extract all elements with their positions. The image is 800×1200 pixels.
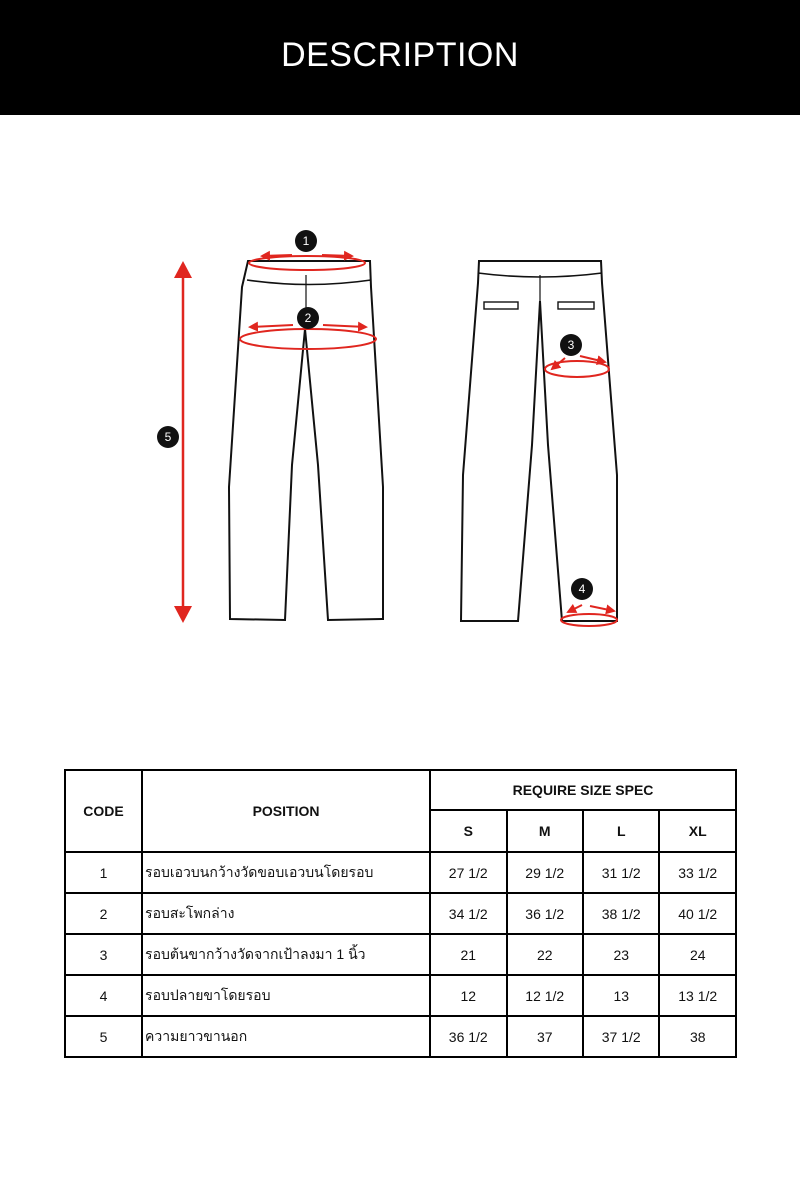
row-code: 5	[65, 1016, 142, 1057]
row-position: ความยาวขานอก	[142, 1016, 430, 1057]
row-value-m: 12 1/2	[507, 975, 583, 1016]
table-row	[65, 934, 736, 975]
marker-badge-4	[571, 578, 593, 600]
row-position: รอบปลายขาโดยรอบ	[142, 975, 430, 1016]
back-pants	[461, 261, 617, 621]
svg-text:1: 1	[302, 234, 310, 248]
table-row	[65, 893, 736, 934]
size-spec-table	[64, 769, 737, 1058]
row-position: รอบสะโพกล่าง	[142, 893, 430, 934]
marker-badge-1	[295, 230, 317, 252]
row-value-s: 27 1/2	[430, 852, 506, 893]
size-header-m: M	[507, 810, 583, 852]
column-header-code: CODE	[65, 770, 142, 852]
marker-badge-5	[157, 426, 179, 448]
row-value-s: 34 1/2	[430, 893, 506, 934]
pants-illustration	[0, 115, 800, 735]
row-value-xl: 13 1/2	[659, 975, 736, 1016]
marker-badge-2	[297, 307, 319, 329]
size-header-xl: XL	[659, 810, 736, 852]
size-header-s: S	[430, 810, 506, 852]
row-value-m: 29 1/2	[507, 852, 583, 893]
page-title: DESCRIPTION	[281, 36, 519, 74]
row-value-xl: 33 1/2	[659, 852, 736, 893]
size-header-l: L	[583, 810, 659, 852]
pants-diagram	[0, 115, 800, 735]
row-value-l: 13	[583, 975, 659, 1016]
marker-badge-3	[560, 334, 582, 356]
row-value-xl: 24	[659, 934, 736, 975]
row-code: 2	[65, 893, 142, 934]
row-value-xl: 38	[659, 1016, 736, 1057]
row-value-s: 36 1/2	[430, 1016, 506, 1057]
row-value-l: 37 1/2	[583, 1016, 659, 1057]
row-value-l: 31 1/2	[583, 852, 659, 893]
svg-text:4: 4	[578, 582, 586, 596]
row-code: 4	[65, 975, 142, 1016]
table-row	[65, 852, 736, 893]
row-position: รอบต้นขากว้างวัดจากเป้าลงมา 1 นิ้ว	[142, 934, 430, 975]
row-code: 1	[65, 852, 142, 893]
svg-text:5: 5	[164, 430, 172, 444]
row-code: 3	[65, 934, 142, 975]
row-position: รอบเอวบนกว้างวัดขอบเอวบนโดยรอบ	[142, 852, 430, 893]
svg-text:2: 2	[304, 311, 312, 325]
table-row	[65, 1016, 736, 1057]
header-bar	[0, 0, 800, 115]
column-header-position: POSITION	[142, 770, 430, 852]
row-value-l: 23	[583, 934, 659, 975]
table-row	[65, 975, 736, 1016]
row-value-m: 36 1/2	[507, 893, 583, 934]
column-header-size-spec: REQUIRE SIZE SPEC	[430, 770, 736, 810]
row-value-xl: 40 1/2	[659, 893, 736, 934]
svg-text:3: 3	[567, 338, 575, 352]
table-header-row	[65, 770, 736, 810]
row-value-m: 22	[507, 934, 583, 975]
row-value-s: 12	[430, 975, 506, 1016]
row-value-s: 21	[430, 934, 506, 975]
row-value-m: 37	[507, 1016, 583, 1057]
row-value-l: 38 1/2	[583, 893, 659, 934]
